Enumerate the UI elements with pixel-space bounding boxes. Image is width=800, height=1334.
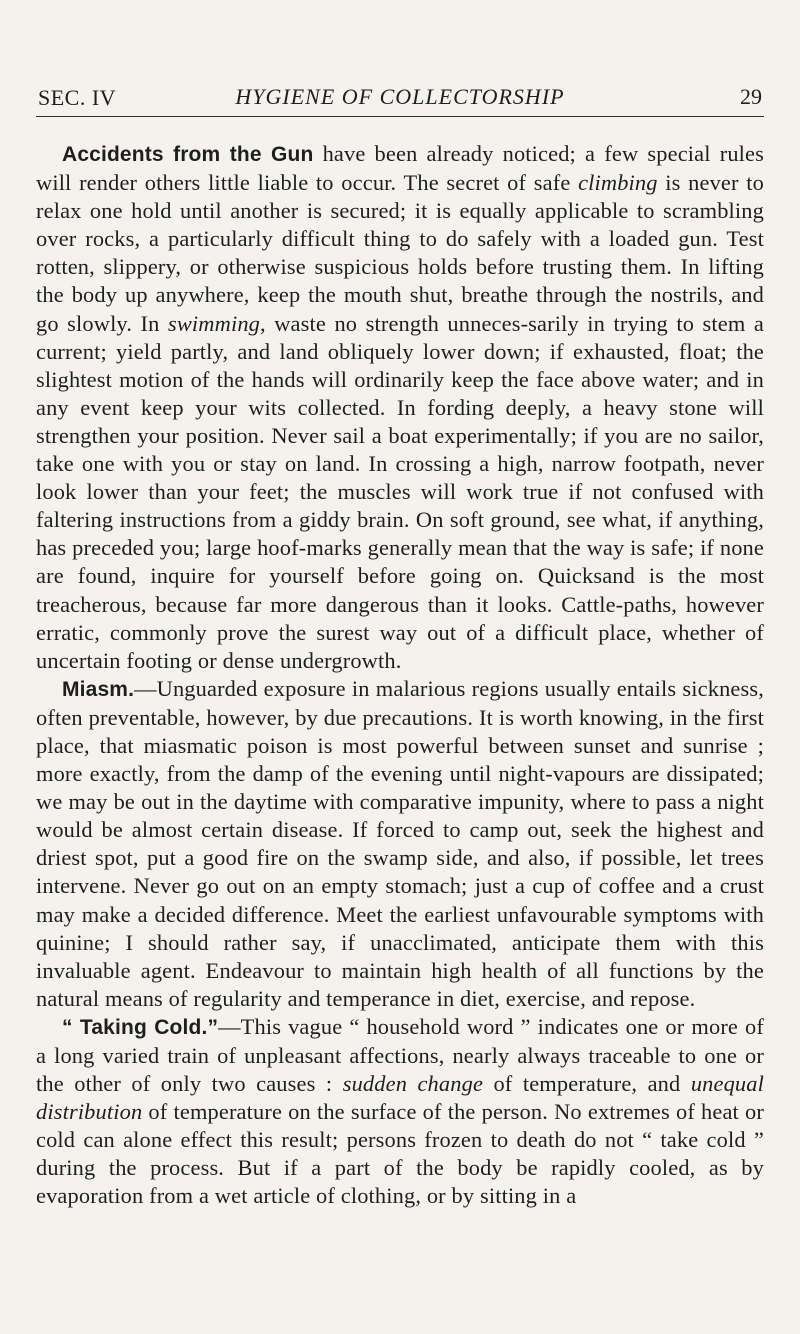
text-run: is never to relax one hold until another is secured; it is equally applicable to scrambling over rocks, a particularly difficult thing to do safely with a loaded gun. Test rotten, slippery, or otherwise suspicious holds before trusting them. In lifting the body up anywhere, keep the mouth shut, breathe through the nostrils, and go slowly. In <box>36 170 764 336</box>
text-run: —Unguarded exposure in malarious regions usually entails sickness, often preventable, however, by due precautions. It is worth knowing, in the first place, that miasmatic poison is most powerful between sunset and sunrise ; more exactly, from the damp of the evening until night-vapours are dissipated; we may be out in the daytime with comparative impunity, where to pass a night would be almost certain disease. If forced to camp out, seek the highest and driest spot, put a good fire on the swamp side, and also, if possible, let trees intervene. Never go out on an empty stomach; just a cup of coffee and a crust may make a decided difference. Meet the earliest unfavourable symptoms with quinine; I should rather say, if unacclimated, anticipate them with this invaluable agent. Endeavour to maintain high health of all functions by the natural means of regularity and temperance in diet, exercise, and repose. <box>36 675 764 1011</box>
side-heading-miasm: Miasm. <box>62 677 135 701</box>
running-title: HYGIENE OF COLLECTORSHIP <box>235 84 565 109</box>
text-run: of temperature on the surface of the person. No extremes of heat or cold can alone effect this result; persons frozen to death do not “ take cold ” during the process. But if a part of the body be rapidly cooled, as by evaporation from a wet article of clothing, or by sitting in a <box>36 1099 764 1209</box>
italic-term: climbing <box>578 170 658 196</box>
italic-term: sudden change <box>342 1071 484 1097</box>
text-run: of temperature, and <box>483 1071 691 1097</box>
paragraph-accidents <box>36 140 764 675</box>
text-run: —This vague “ household word ” indicates one or more of a long varied train of unpleasant affections, nearly always traceable to one or the other of only two causes : <box>36 1013 765 1097</box>
page-number: 29 <box>740 84 762 109</box>
running-head <box>36 84 764 117</box>
section-label: SEC. IV <box>38 85 117 110</box>
paragraph-miasm <box>36 675 764 1013</box>
italic-term: swimming <box>167 310 261 336</box>
italic-term: unequal distribution <box>36 1071 764 1125</box>
body-text <box>36 140 764 1211</box>
text-run: , waste no strength unneces-sarily in trying to stem a current; yield partly, and land obliquely lower down; if exhausted, float; the slightest motion of the hands will ordinarily keep the face above water; and in any event keep your wits collected. In fording deeply, a heavy stone will strengthen your position. Never sail a boat experimentally; if you are no sailor, take one with you or stay on land. In crossing a high, narrow footpath, never look lower than your feet; the muscles will work true if not confused with faltering instructions from a giddy brain. On soft ground, see what, if anything, has preceded you; large hoof-marks generally mean that the way is safe; if none are found, inquire for yourself before going on. Quicksand is the most treacherous, because far more dangerous than it looks. Cattle-paths, however erratic, commonly prove the surest way out of a difficult place, whether of uncertain footing or dense undergrowth. <box>36 310 764 673</box>
paragraph-taking-cold <box>36 1013 764 1211</box>
side-heading-taking-cold: “ Taking Cold.” <box>62 1015 219 1039</box>
side-heading-accidents: Accidents from the Gun <box>62 143 314 166</box>
text-run: have been already noticed; a few special rules will render others little liable to occur. The secret of safe <box>36 141 765 196</box>
